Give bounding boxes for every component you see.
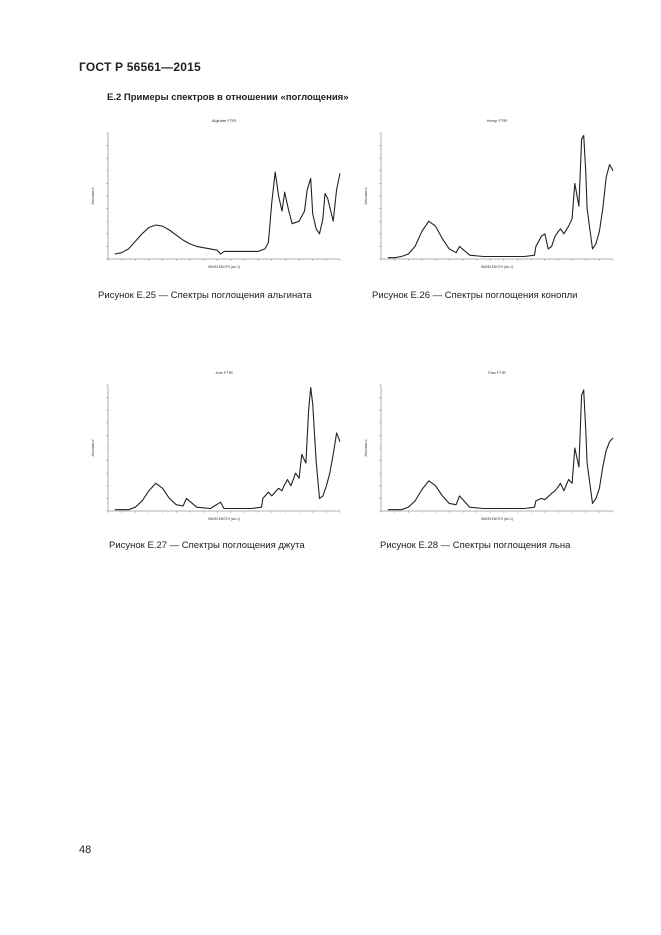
spectrum-line <box>388 390 613 510</box>
spectrum-line <box>388 136 613 258</box>
figure-caption-hemp: Рисунок Е.26 — Спектры поглощения конопли <box>372 290 578 301</box>
section-title: Е.2 Примеры спектров в отношении «поглощения» <box>107 92 349 103</box>
x-axis-label: WAVELENGTH (cm-1) <box>480 265 514 269</box>
chart-title: Jute FTIR <box>215 370 233 375</box>
figure-caption-flax: Рисунок Е.28 — Спектры поглощения льна <box>380 540 571 551</box>
figure-caption-alginate: Рисунок Е.25 — Спектры поглощения альгината <box>98 290 312 301</box>
chart-flax <box>345 365 625 530</box>
chart-title: Flax FTIR <box>488 370 506 375</box>
spectrum-line <box>115 172 340 254</box>
figure-flax <box>345 365 625 530</box>
figure-hemp <box>345 113 625 278</box>
chart-title: Alginate FTIR <box>211 118 237 123</box>
y-axis-label: Absorbance <box>364 439 368 457</box>
x-axis-label: WAVELENGTH (cm-1) <box>207 265 241 269</box>
chart-alginate <box>72 113 352 278</box>
document-header: ГОСТ Р 56561—2015 <box>79 60 201 74</box>
page-number: 48 <box>79 844 92 856</box>
chart-title: Hemp FTIR <box>486 118 508 123</box>
spectrum-line <box>115 388 340 510</box>
y-axis-label: Absorbance <box>364 187 368 205</box>
x-axis-label: WAVELENGTH (cm-1) <box>480 517 514 521</box>
y-axis-label: Absorbance <box>91 187 95 205</box>
figure-alginate <box>72 113 352 278</box>
y-axis-label: Absorbance <box>91 439 95 457</box>
figure-jute <box>72 365 352 530</box>
figure-caption-jute: Рисунок Е.27 — Спектры поглощения джута <box>109 540 305 551</box>
chart-jute <box>72 365 352 530</box>
x-axis-label: WAVELENGTH (cm-1) <box>207 517 241 521</box>
chart-hemp <box>345 113 625 278</box>
